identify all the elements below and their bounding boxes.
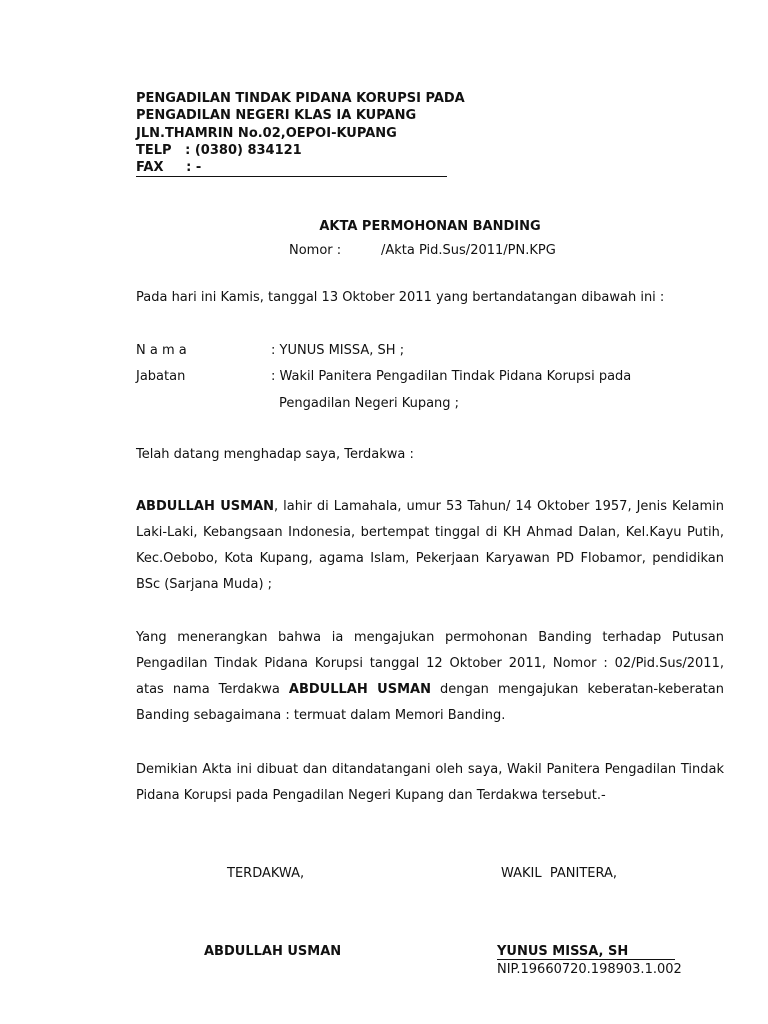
telah-text: Telah datang menghadap saya, Terdakwa :: [136, 447, 414, 462]
jabatan-label: Jabatan: [136, 369, 186, 384]
right-signer-nip: NIP.19660720.198903.1.002: [497, 962, 682, 977]
header-line-2: PENGADILAN NEGERI KLAS IA KUPANG: [136, 108, 417, 123]
right-signer-role: WAKIL PANITERA,: [501, 866, 618, 881]
header-divider: [136, 176, 447, 177]
document-title: AKTA PERMOHONAN BANDING: [319, 219, 541, 234]
left-signer-name: ABDULLAH USMAN: [204, 944, 342, 959]
nomor-value: /Akta Pid.Sus/2011/PN.KPG: [381, 243, 556, 258]
document-number: [289, 243, 556, 258]
statement-defendant-name: ABDULLAH USMAN: [288, 682, 431, 697]
defendant-details: , lahir di Lamahala, umur 53 Tahun/ 14 Oktober 1957, Jenis Kelamin Laki-Laki, Kebangsaan Indonesia, bertempat tinggal di KH Ahmad Dalan, Kel.Kayu Putih, Kec.Oebobo, Kota Kupang, agama Islam, Pekerjaan Karyawan PD Flobamor, pendidikan BSc (Sarjana Muda) ;: [136, 499, 724, 592]
nama-value: : YUNUS MISSA, SH ;: [271, 343, 405, 358]
statement-paragraph: [136, 625, 724, 729]
left-signer-role: TERDAKWA,: [227, 866, 305, 881]
header-phone: TELP : (0380) 834121: [136, 143, 302, 158]
header-line-1: PENGADILAN TINDAK PIDANA KORUPSI PADA: [136, 91, 465, 106]
nomor-label: Nomor :: [289, 243, 342, 258]
jabatan-value: : Wakil Panitera Pengadilan Tindak Pidana Korupsi pada: [271, 369, 632, 384]
intro-text: Pada hari ini Kamis, tanggal 13 Oktober 2011 yang bertandatangan dibawah ini :: [136, 290, 665, 305]
closing-paragraph: Demikian Akta ini dibuat dan ditandatangani oleh saya, Wakil Panitera Pengadilan Tindak Pidana Korupsi pada Pengadilan Negeri Kupang dan Terdakwa tersebut.-: [136, 762, 724, 803]
jabatan-value-cont: Pengadilan Negeri Kupang ;: [279, 396, 460, 411]
nama-label: N a m a: [136, 343, 187, 358]
defendant-name: ABDULLAH USMAN: [136, 499, 275, 514]
statement-part2: dengan mengajukan keberatan-keberatan Banding sebagaimana : termuat dalam Memori Banding.: [136, 682, 724, 723]
header-line-3: JLN.THAMRIN No.02,OEPOI-KUPANG: [136, 126, 397, 141]
defendant-paragraph: [136, 494, 724, 598]
header-fax: FAX : -: [136, 160, 202, 175]
right-signer-name: YUNUS MISSA, SH: [497, 944, 675, 960]
statement-part1: Yang menerangkan bahwa ia mengajukan permohonan Banding terhadap Putusan Pengadilan Tindak Pidana Korupsi tanggal 12 Oktober 2011, Nomor : 02/Pid.Sus/2011, atas nama Terdakwa: [136, 630, 724, 697]
